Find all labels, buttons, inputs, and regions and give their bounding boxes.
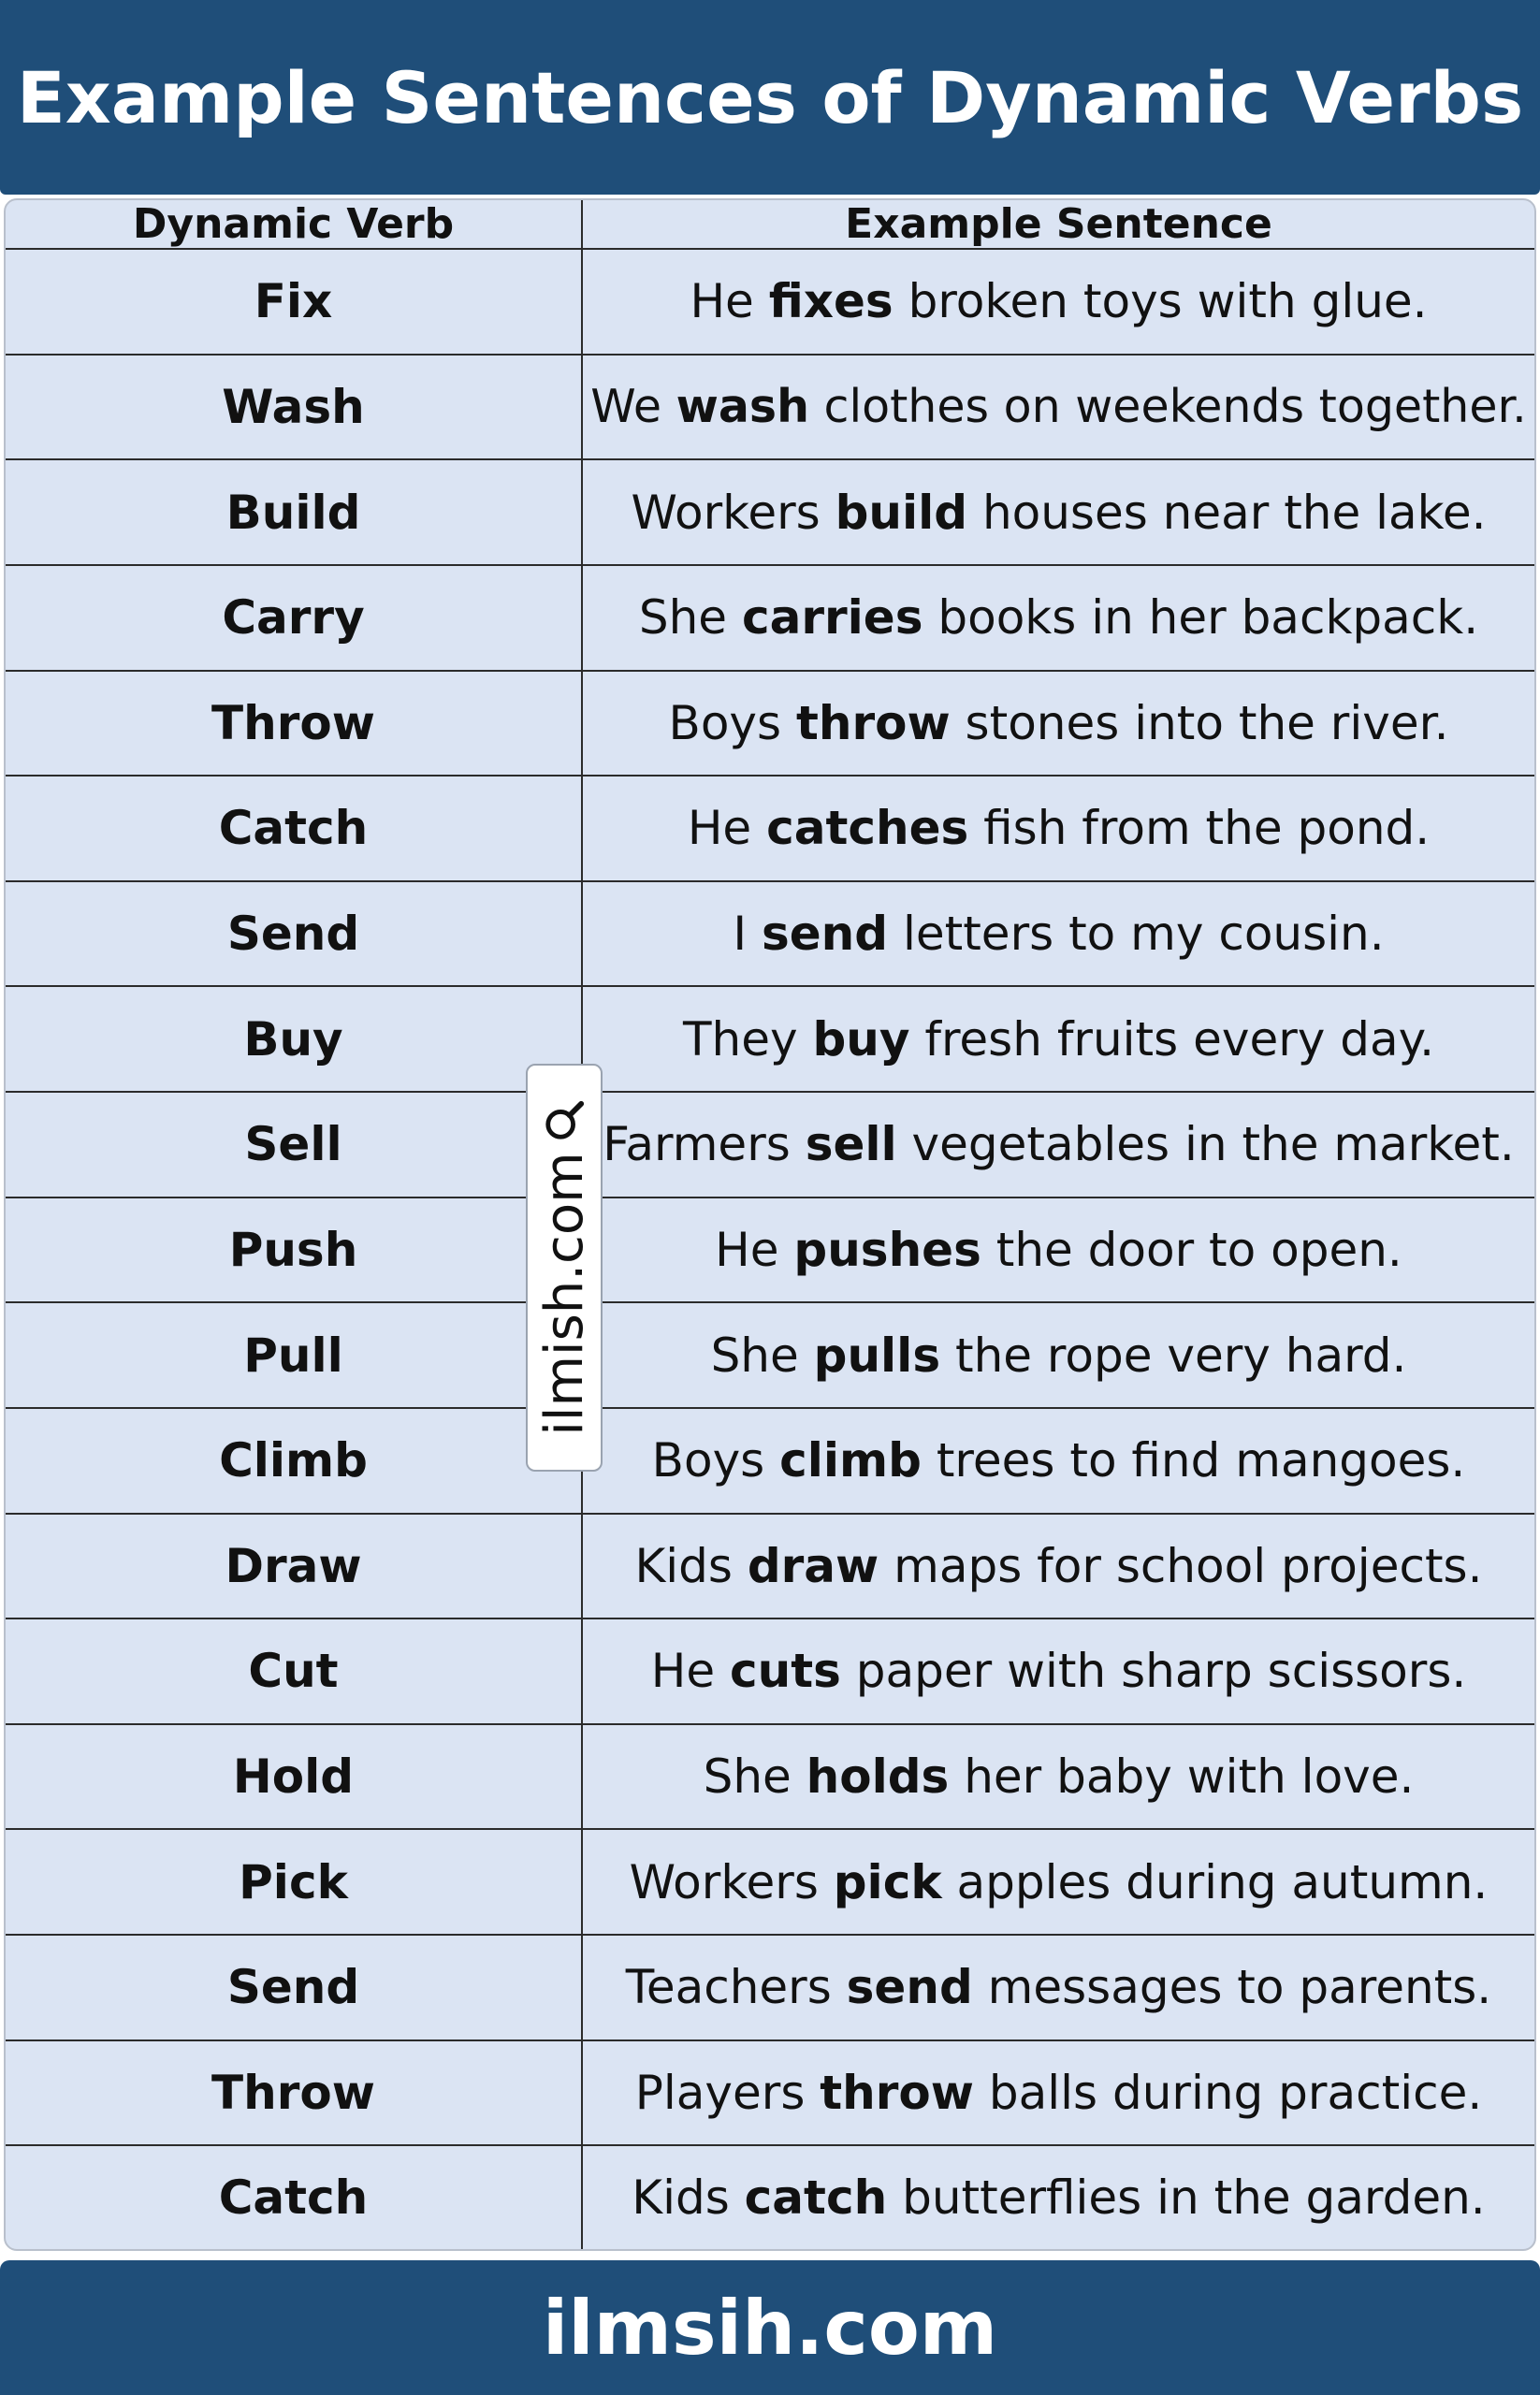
footer-banner (0, 2260, 1540, 2395)
verb-table-container (4, 198, 1536, 2251)
table-row (6, 1829, 1534, 1935)
watermark-text: ilmish.com (533, 1152, 595, 1436)
sentence-end: clothes on weekends together. (808, 380, 1527, 434)
title-banner (0, 0, 1540, 195)
sentence-start: He (690, 274, 769, 329)
footer-site-name: ilmsih.com (542, 2284, 998, 2372)
sentence-verb-highlight: pick (833, 1854, 942, 1909)
verb-cell: Build (6, 459, 582, 565)
sentence-verb-highlight: pulls (813, 1328, 941, 1383)
column-header-sentence: Example Sentence (582, 200, 1534, 249)
sentence-verb-highlight: holds (806, 1749, 950, 1805)
sentence-end: the door to open. (981, 1222, 1402, 1277)
table-row (6, 459, 1534, 565)
watermark-badge (526, 1064, 603, 1472)
table-row (6, 1408, 1534, 1514)
verb-cell: Throw (6, 2040, 582, 2146)
sentence-end: apples during autumn. (941, 1854, 1489, 1909)
sentence-verb-highlight: build (835, 485, 968, 540)
sentence-cell (582, 2040, 1534, 2146)
table-row (6, 1724, 1534, 1830)
table-row (6, 1092, 1534, 1198)
sentence-verb-highlight: send (761, 907, 889, 962)
page-title: Example Sentences of Dynamic Verbs (16, 55, 1524, 139)
search-icon (543, 1099, 586, 1142)
sentence-verb-highlight: carries (741, 590, 923, 646)
sentence-start: He (715, 1222, 794, 1277)
sentence-end: letters to my cousin. (888, 907, 1385, 962)
verb-cell: Wash (6, 355, 582, 460)
sentence-end: stones into the river. (950, 695, 1449, 750)
sentence-cell (582, 355, 1534, 460)
sentence-cell (582, 1198, 1534, 1303)
sentence-cell (582, 1618, 1534, 1724)
sentence-verb-highlight: pushes (793, 1222, 981, 1277)
table-row (6, 565, 1534, 671)
sentence-start: Boys (668, 695, 796, 750)
sentence-start: She (710, 1328, 814, 1383)
table-row (6, 2145, 1534, 2249)
verb-cell: Climb (6, 1408, 582, 1514)
verb-cell: Pull (6, 1302, 582, 1408)
column-header-verb: Dynamic Verb (6, 200, 582, 249)
sentence-verb-highlight: wash (676, 380, 809, 434)
sentence-start: Teachers (625, 1960, 847, 2015)
table-row (6, 355, 1534, 460)
sentence-end: butterflies in the garden. (887, 2170, 1486, 2226)
sentence-end: vegetables in the market. (896, 1117, 1515, 1172)
table-row (6, 249, 1534, 355)
sentence-end: the rope very hard. (940, 1328, 1407, 1383)
sentence-start: Farmers (603, 1117, 806, 1172)
sentence-verb-highlight: send (846, 1960, 973, 2015)
table-row (6, 776, 1534, 881)
sentence-cell (582, 1408, 1534, 1514)
sentence-start: Kids (634, 1538, 748, 1593)
sentence-end: books in her backpack. (923, 590, 1479, 646)
table-row (6, 671, 1534, 777)
verb-cell: Send (6, 1935, 582, 2040)
table-row (6, 1198, 1534, 1303)
verb-cell: Carry (6, 565, 582, 671)
sentence-end: fresh fruits every day. (909, 1011, 1434, 1067)
sentence-end: broken toys with glue. (893, 274, 1428, 329)
verb-cell: Cut (6, 1618, 582, 1724)
sentence-start: Boys (651, 1433, 780, 1488)
sentence-cell (582, 1514, 1534, 1619)
sentence-cell (582, 565, 1534, 671)
table-row (6, 986, 1534, 1092)
sentence-verb-highlight: climb (779, 1433, 922, 1488)
sentence-cell (582, 881, 1534, 987)
sentence-start: I (733, 907, 762, 962)
sentence-end: messages to parents. (972, 1960, 1492, 2015)
table-row (6, 1514, 1534, 1619)
verb-cell: Send (6, 881, 582, 987)
table-row (6, 1302, 1534, 1408)
verb-table (6, 200, 1534, 2249)
sentence-cell (582, 671, 1534, 777)
sentence-verb-highlight: throw (795, 695, 951, 750)
table-row (6, 1618, 1534, 1724)
sentence-cell (582, 776, 1534, 881)
verb-cell: Pick (6, 1829, 582, 1935)
sentence-verb-highlight: catch (744, 2170, 888, 2226)
sentence-start: We (590, 380, 676, 434)
sentence-verb-highlight: buy (812, 1011, 910, 1067)
sentence-end: fish from the pond. (968, 801, 1431, 856)
sentence-end: her baby with love. (949, 1749, 1415, 1805)
sentence-cell (582, 1302, 1534, 1408)
sentence-verb-highlight: catches (766, 801, 969, 856)
sentence-cell (582, 1935, 1534, 2040)
sentence-start: Players (634, 2065, 821, 2120)
sentence-cell (582, 249, 1534, 355)
table-row (6, 1935, 1534, 2040)
sentence-start: Workers (631, 485, 835, 540)
sentence-start: Workers (629, 1854, 834, 1909)
sentence-cell (582, 1829, 1534, 1935)
verb-cell: Sell (6, 1092, 582, 1198)
sentence-start: She (638, 590, 742, 646)
verb-cell: Throw (6, 671, 582, 777)
sentence-cell (582, 459, 1534, 565)
verb-cell: Hold (6, 1724, 582, 1830)
sentence-verb-highlight: fixes (768, 274, 893, 329)
sentence-end: houses near the lake. (967, 485, 1487, 540)
verb-cell: Catch (6, 2145, 582, 2249)
sentence-start: He (687, 801, 767, 856)
sentence-start: He (650, 1644, 730, 1699)
sentence-end: maps for school projects. (879, 1538, 1483, 1593)
verb-cell: Draw (6, 1514, 582, 1619)
verb-cell: Buy (6, 986, 582, 1092)
sentence-start: They (683, 1011, 813, 1067)
table-header-row (6, 200, 1534, 249)
sentence-verb-highlight: cuts (729, 1644, 841, 1699)
verb-cell: Push (6, 1198, 582, 1303)
sentence-cell (582, 2145, 1534, 2249)
sentence-end: paper with sharp scissors. (840, 1644, 1467, 1699)
table-row (6, 2040, 1534, 2146)
sentence-cell (582, 986, 1534, 1092)
verb-cell: Fix (6, 249, 582, 355)
sentence-verb-highlight: draw (747, 1538, 879, 1593)
sentence-end: balls during practice. (973, 2065, 1483, 2120)
sentence-verb-highlight: throw (820, 2065, 974, 2120)
sentence-start: She (703, 1749, 806, 1805)
verb-cell: Catch (6, 776, 582, 881)
sentence-cell (582, 1724, 1534, 1830)
sentence-verb-highlight: sell (805, 1117, 897, 1172)
sentence-cell (582, 1092, 1534, 1198)
sentence-end: trees to find mangoes. (921, 1433, 1466, 1488)
sentence-start: Kids (632, 2170, 745, 2226)
table-row (6, 881, 1534, 987)
